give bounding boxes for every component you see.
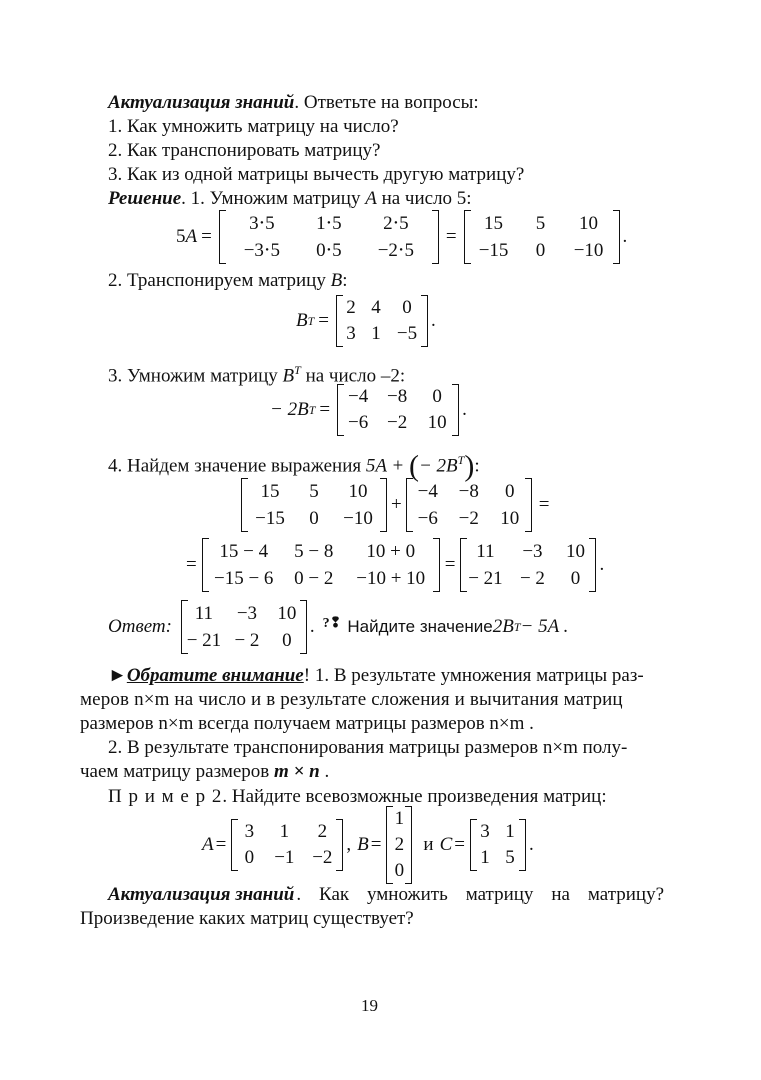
arrow-marker-icon: ►: [108, 665, 127, 686]
matrix-cell: 15: [260, 480, 280, 502]
note-p1-line2: меров n×m на число и в результате сложения и вычитания матриц: [80, 689, 623, 710]
matrix-cell: 0: [244, 847, 255, 868]
matrix-cell: −5: [396, 323, 418, 344]
step4-expr-a: 5A +: [365, 455, 409, 477]
intro-heading-tail: . Ответьте на вопросы:: [294, 92, 479, 113]
note-p1-line1: ! 1. В результате умножения матрицы раз-: [303, 665, 644, 686]
matrix-cell: 11: [476, 540, 495, 562]
matrix-cell: 1: [371, 323, 381, 344]
matrix-cell: 10: [579, 212, 599, 234]
matrix-cell: 4: [371, 297, 381, 318]
matrix-cell: 1: [394, 808, 405, 829]
matrix-cell: 10: [565, 540, 585, 562]
matrix-cell: −2: [458, 507, 479, 529]
outro-line-1: [108, 884, 664, 906]
matrix-cell: 10: [500, 507, 520, 529]
matrix-cell: −3: [522, 540, 543, 562]
example2-label: П р и м е р 2: [108, 786, 223, 807]
matrix-cell: − 2: [234, 629, 260, 651]
eq2-lhs: B: [296, 310, 308, 331]
matrix-cell: −6: [417, 507, 438, 529]
step3-tail: на число –2:: [300, 365, 406, 387]
matrix-b-label: B: [357, 834, 369, 855]
matrix-cell: 2: [317, 821, 328, 842]
eq3-lhs: − 2B: [270, 399, 309, 420]
answer-label: Ответ:: [108, 616, 172, 637]
matrix-cell: −8: [458, 480, 479, 502]
matrix-cell: 2: [346, 297, 356, 318]
step1-tail: на число 5:: [376, 188, 472, 209]
example2-text: . Найдите всевозможные произведения матриц:: [222, 786, 607, 807]
step1-var: A: [365, 188, 377, 209]
eq4-matrix-b: [406, 478, 532, 532]
matrix-cell: 0: [402, 297, 412, 318]
step1-text: . 1. Умножим матрицу: [181, 188, 366, 209]
solution-label: Решение: [108, 188, 182, 209]
eq2-matrix: [336, 295, 428, 347]
step3-text: 3. Умножим матрицу: [108, 365, 283, 387]
step2-text: 2. Транспонируем матрицу: [108, 270, 331, 291]
equation-3: − 2B T = −4 −8 0 −6 −2 10 .: [270, 384, 467, 436]
matrix-cell: 10: [427, 412, 447, 433]
matrix-cell: 3: [346, 323, 356, 344]
equation-2: B T = 2 4 0 3 1 −5 .: [296, 295, 436, 347]
matrix-cell: −10: [573, 239, 604, 261]
matrix-cell: 0⋅5: [316, 240, 342, 261]
matrix-cell: 2⋅5: [383, 213, 409, 234]
eq3-matrix: [337, 384, 459, 436]
matrix-cell: − 2: [519, 567, 545, 589]
matrix-cell: −1: [274, 847, 295, 868]
question-1: 1. Как умножить матрицу на число?: [108, 116, 399, 137]
step4-sup: T: [457, 453, 465, 467]
matrix-cell: 0: [504, 480, 515, 502]
matrix-cell: − 21: [468, 567, 503, 589]
matrix-cell: −15: [255, 507, 285, 529]
matrix-cell: 15: [484, 212, 504, 234]
matrix-cell: 1: [480, 847, 490, 868]
matrix-cell: −6: [347, 412, 369, 433]
matrix-cell: −10: [343, 507, 373, 529]
answer-line: Ответ: 11 −3 10 − 21 − 2 0 . ?❢ Найдите значение 2B T − 5A .: [108, 600, 568, 654]
eq1-matrix-products: [219, 210, 439, 264]
matrix-cell: 0: [309, 507, 319, 529]
matrix-cell: 3: [480, 821, 490, 842]
step4-tail: :: [474, 455, 480, 477]
eq5-matrix-result: [460, 538, 596, 592]
eq2-sup: T: [307, 313, 315, 328]
matrix-cell: 0: [432, 386, 442, 407]
question-3: 3. Как из одной матрицы вычесть другую матрицу?: [108, 164, 525, 185]
step3-sup: T: [294, 363, 301, 377]
matrix-cell: 10: [348, 480, 368, 502]
matrix-cell: −2: [386, 412, 408, 433]
matrix-cell: 0: [570, 567, 581, 589]
example2-line: [108, 786, 607, 808]
matrix-cell: 5: [535, 212, 546, 234]
equation-5: = 15 − 4 5 − 8 10 + 0 −15 − 6 0 − 2 −10 + 10 = 11 −3 10 − 21 − 2 0 .: [184, 538, 604, 592]
note-p2-line2b: m × n: [274, 761, 320, 782]
matrix-cell: −2⋅5: [377, 240, 414, 261]
matrix-cell: 2: [394, 834, 405, 855]
note-p2-line2a: чаем матрицу размеров: [80, 761, 274, 782]
matrix-cell: − 21: [186, 629, 222, 651]
matrix-cell: 0 − 2: [294, 567, 334, 589]
eq1-lhs-num: 5: [176, 226, 186, 247]
task-sup: T: [513, 619, 521, 634]
matrix-c-label: C: [439, 834, 453, 855]
matrix-cell: −4: [347, 386, 369, 407]
matrix-a: [231, 819, 343, 871]
matrix-cell: −3⋅5: [243, 240, 280, 261]
matrix-cell: 3⋅5: [249, 213, 275, 234]
step4-expr-b: − 2B: [418, 455, 458, 477]
step3-var: B: [282, 365, 295, 387]
matrix-cell: −2: [312, 847, 333, 868]
equation-1: 5 A = 3⋅5 1⋅5 2⋅5 −3⋅5 0⋅5 −2⋅5 = 15 5 10 −15 0 −10 .: [176, 210, 627, 264]
matrix-cell: −3: [236, 602, 258, 624]
matrix-cell: 5: [505, 847, 515, 868]
matrix-cell: 15 − 4: [219, 540, 269, 562]
task-expr: 2B: [492, 616, 514, 637]
note-title: Обратите внимание: [126, 665, 304, 686]
matrix-cell: 5: [309, 480, 319, 502]
equation-6: A = 3 1 2 0 −1 −2 , B = 1 2 0 и C = 3 1 1 5 .: [202, 806, 534, 884]
matrix-cell: 10: [277, 602, 297, 624]
matrix-cell: 11: [194, 602, 214, 624]
matrix-cell: 5 − 8: [294, 540, 334, 562]
matrix-cell: −15 − 6: [214, 567, 274, 589]
step2-tail: :: [342, 270, 348, 291]
solution-step2: [108, 270, 347, 292]
matrix-cell: 1: [505, 821, 515, 842]
step2-var: B: [330, 270, 343, 291]
outro-line1-tail: . Как умножить матрицу на матрицу?: [296, 884, 664, 905]
task-icon: ?❢: [322, 615, 342, 631]
matrix-c: [470, 819, 526, 871]
matrix-cell: 10 + 0: [366, 540, 416, 562]
task-tail: − 5A .: [520, 616, 569, 637]
matrix-cell: −4: [417, 480, 438, 502]
note-p2-line2c: .: [319, 761, 330, 782]
eq5-matrix-sum: [202, 538, 440, 592]
matrix-b: [386, 806, 412, 884]
solution-step1: [108, 188, 472, 210]
task-text: Найдите значение: [347, 617, 493, 636]
matrix-cell: −10 + 10: [356, 567, 426, 589]
note-p1-line3: размеров n×m всегда получаем матрицы размеров n×m .: [80, 713, 534, 734]
eq1-matrix-result: [464, 210, 620, 264]
eq3-sup: T: [308, 402, 316, 417]
page-number: 19: [361, 996, 378, 1015]
outro-heading: Актуализация знаний: [108, 884, 295, 905]
matrix-a-label: A: [202, 834, 214, 855]
note-p2-line1: 2. В результате транспонирования матрицы размеров n×m полу-: [108, 737, 628, 758]
matrix-cell: 0: [535, 239, 546, 261]
matrix-cell: −15: [478, 239, 509, 261]
matrix-cell: 0: [394, 860, 405, 881]
question-2: 2. Как транспонировать матрицу?: [108, 140, 381, 161]
intro-line: [108, 92, 479, 114]
eq1-lhs-var: A: [185, 226, 198, 247]
eq4-matrix-a: [241, 478, 387, 532]
matrix-cell: 3: [244, 821, 255, 842]
note-p2-line2: [80, 761, 329, 783]
matrix-cell: 1⋅5: [316, 213, 342, 234]
matrix-cell: −8: [386, 386, 408, 407]
step4-text: 4. Найдем значение выражения: [108, 455, 366, 477]
outro-line-2: Произведение каких матриц существует?: [80, 908, 414, 929]
solution-step4: 4. Найдем значение выражения 5A + (− $2B^T$):: [108, 449, 480, 483]
answer-matrix: [181, 600, 307, 654]
equation-4: 15 5 10 −15 0 −10 + −4 −8 0 −6 −2 10 =: [238, 478, 553, 532]
note-line-1: [108, 665, 664, 687]
matrix-cell: 0: [282, 629, 292, 651]
intro-heading: Актуализация знаний: [108, 92, 295, 113]
and-word: и: [423, 834, 434, 855]
matrix-cell: 1: [279, 821, 290, 842]
